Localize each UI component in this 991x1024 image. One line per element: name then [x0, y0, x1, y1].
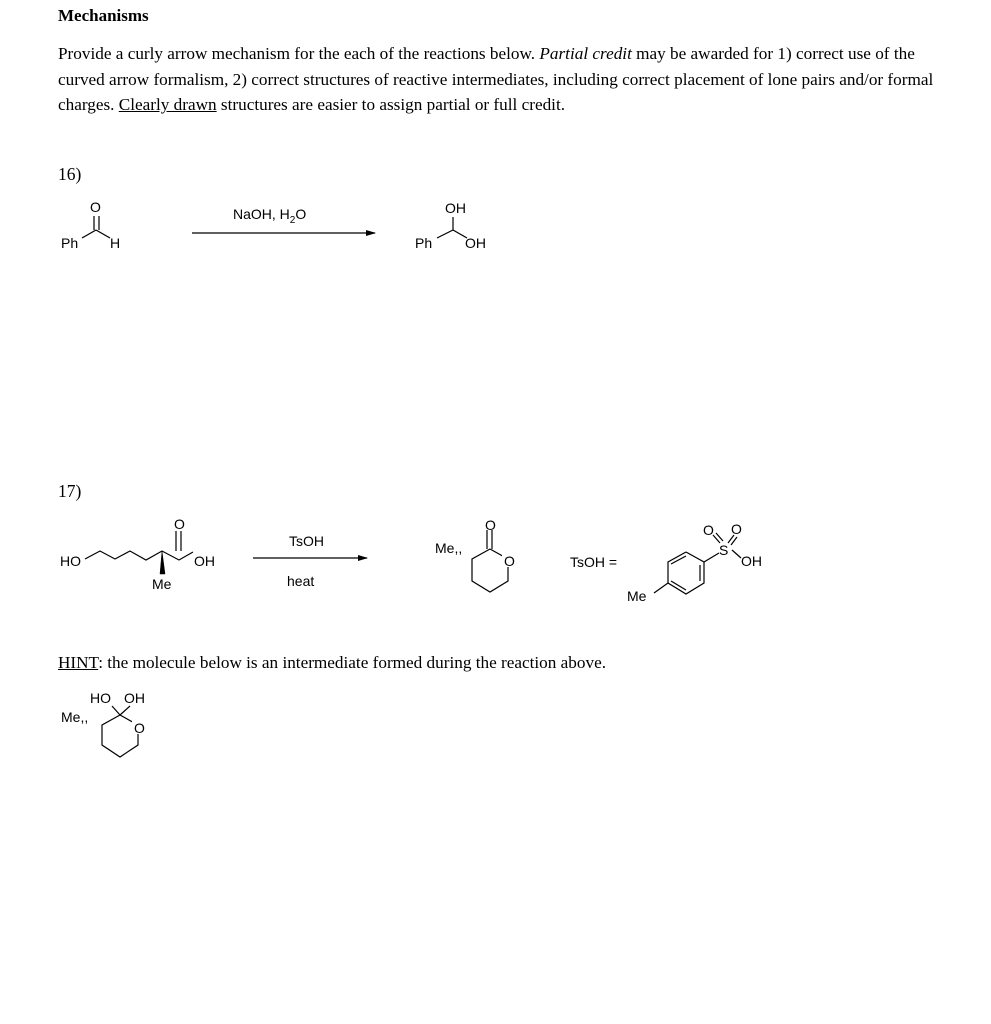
- hint-label: HINT: [58, 653, 99, 672]
- q16-product: [415, 200, 486, 251]
- intermediate-ho-label: HO: [90, 690, 111, 706]
- q16-reactant-h-label: H: [110, 235, 121, 251]
- q16-product-oh-top: OH: [445, 200, 466, 216]
- intro-text-1: Provide a curly arrow mechanism for the each of the reactions below.: [58, 44, 540, 63]
- q17-reactant-chain: [85, 551, 193, 560]
- q16-reactant-h-bond: [96, 230, 110, 238]
- q17-conditions-above: TsOH: [289, 533, 324, 549]
- tsoh-label: TsOH =: [570, 554, 618, 570]
- q16-reactant-ph-bond: [82, 230, 96, 238]
- tsoh-s-bond: [704, 553, 719, 562]
- tsoh-o1-label: O: [703, 522, 714, 538]
- intermediate-ring-o: O: [134, 720, 145, 736]
- tsoh-me-label: Me: [627, 588, 647, 604]
- q17-reactant-o-label: O: [174, 516, 185, 532]
- q17-product-lactone: [435, 517, 516, 592]
- tsoh-oh-label: OH: [741, 553, 762, 569]
- tsoh-s-label: S: [719, 542, 729, 558]
- tsoh-ring-double-1: [671, 556, 686, 564]
- tsoh-soh-bond: [732, 550, 741, 558]
- q16-product-ph-bond: [437, 230, 453, 238]
- q17-product-me-label: Me,,: [435, 540, 463, 556]
- q17-reactant-oh-label: OH: [194, 553, 215, 569]
- intermediate-me-label: Me,,: [61, 709, 89, 725]
- q16-reactant-benzaldehyde: [61, 199, 120, 251]
- tsoh-benzene-ring: [668, 552, 704, 594]
- question-17-number: 17): [58, 481, 82, 501]
- q16-product-ph-label: Ph: [415, 235, 433, 251]
- clearly-drawn-underline: Clearly drawn: [118, 95, 217, 114]
- q17-reaction-arrow: [253, 533, 367, 589]
- q16-reactant-ph-label: Ph: [61, 235, 79, 251]
- q16-conditions: NaOH, $H_2O$: [233, 206, 307, 226]
- hint-text: : the molecule below is an intermediate formed during the reaction above.: [98, 653, 607, 672]
- intro-text-2: may be awarded for 1) correct use of the curved arrow formalism, 2) correct structures of reactive intermediates, including correct placement of lone pairs and/or formal charges.: [58, 44, 934, 114]
- intermediate-oh-bond: [120, 706, 130, 715]
- intermediate-oh-label: OH: [124, 690, 145, 706]
- partial-credit-emphasis: Partial credit: [539, 44, 632, 63]
- intermediate-ho-bond: [112, 706, 120, 715]
- tsoh-methyl-bond: [654, 583, 668, 593]
- question-16-number: 16): [58, 164, 82, 184]
- q17-reactant-wedge: [160, 551, 165, 574]
- hint-intermediate: [61, 690, 146, 757]
- intro-text-3: structures are easier to assign partial or full credit.: [216, 95, 566, 114]
- tsoh-o2-label: O: [731, 521, 742, 537]
- q17-product-ring-o: O: [504, 553, 515, 569]
- tsoh-structure: [570, 521, 762, 604]
- q17-reactant-me-label: Me: [152, 576, 172, 592]
- q17-reactant-ho-label: HO: [60, 553, 81, 569]
- q16-product-oh-right: OH: [465, 235, 486, 251]
- q17-product-carbonyl-o: O: [485, 517, 496, 533]
- q17-conditions-below: heat: [287, 573, 315, 589]
- tsoh-ring-double-3: [671, 581, 686, 590]
- page-title: Mechanisms: [58, 6, 149, 25]
- q16-reactant-o-label: O: [90, 199, 101, 215]
- q17-reactant-hydroxy-acid: [60, 516, 215, 592]
- q16-reaction-arrow: [192, 206, 375, 233]
